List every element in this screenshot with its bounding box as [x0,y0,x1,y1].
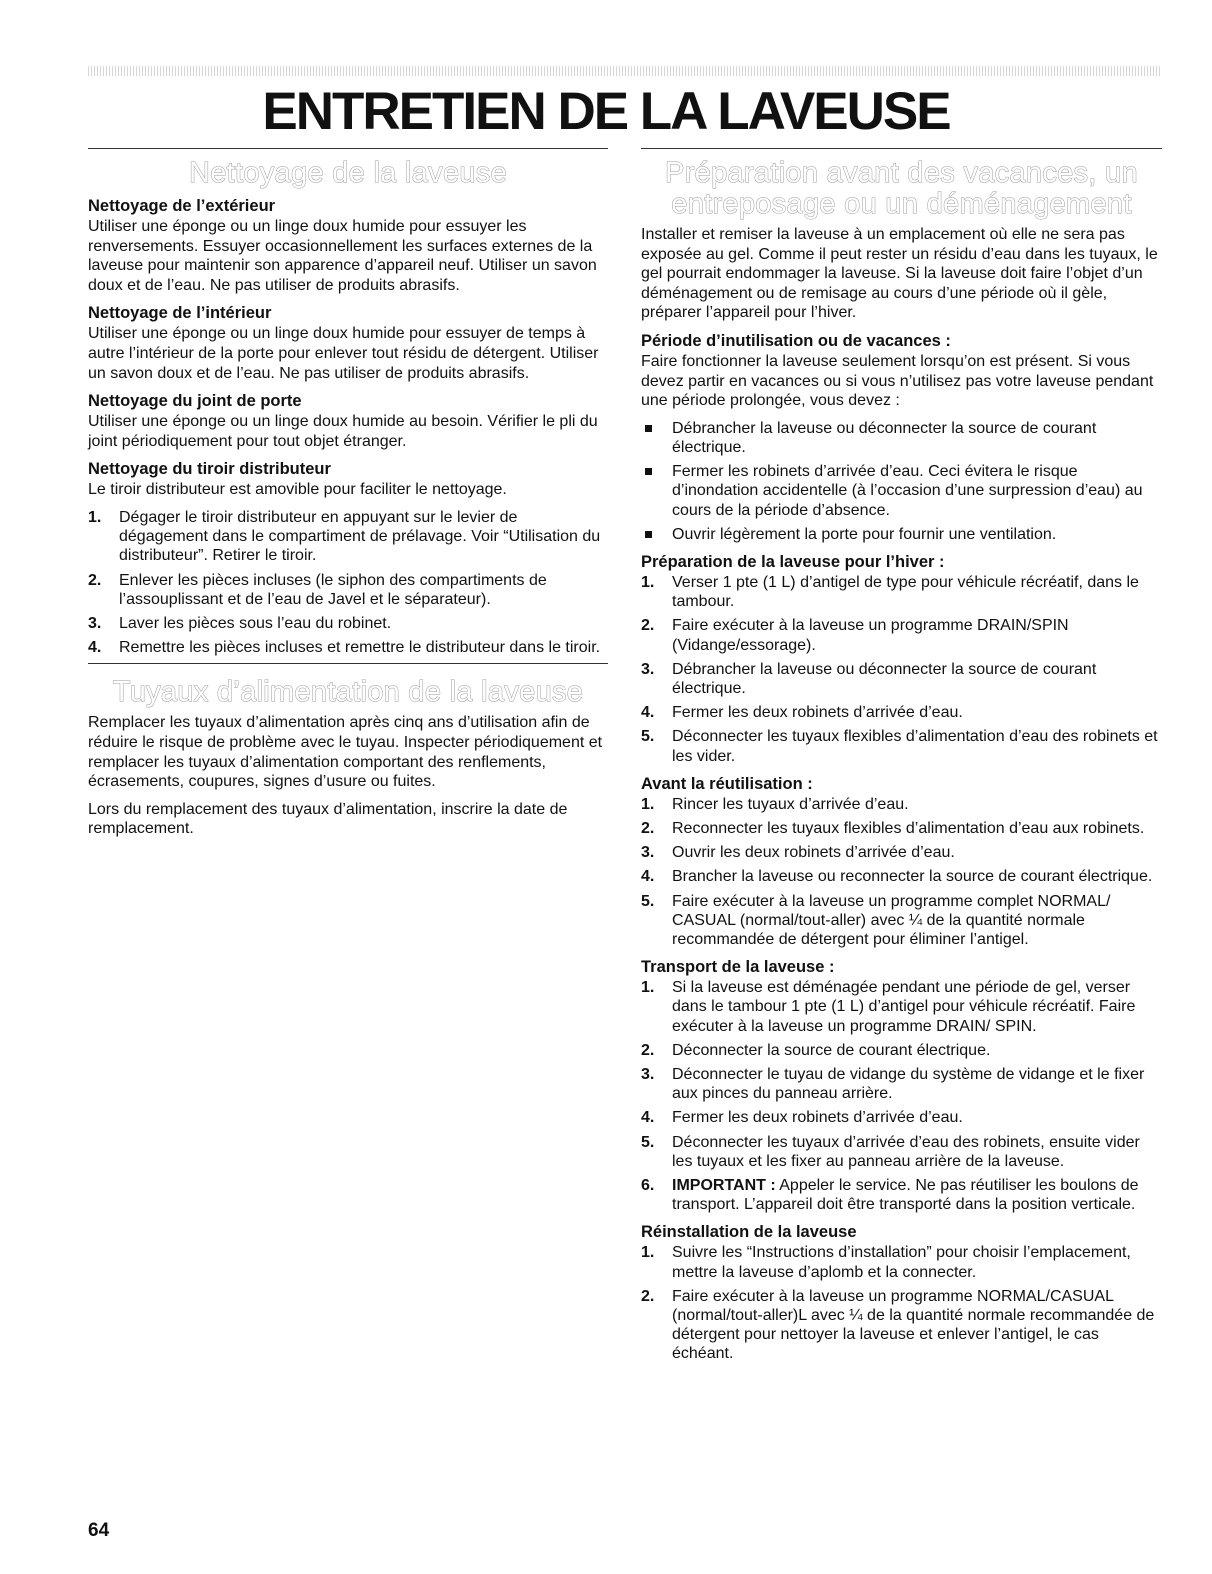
important-label: IMPORTANT : [672,1177,776,1195]
heading-reinstall: Réinstallation de la laveuse [641,1223,857,1242]
step-text: Enlever les pièces incluses (le siphon des compartiments de l’assouplissant et de l’eau de Javel et le séparateur). [119,571,547,608]
section-title-storage-line2: entreposage ou un déménagement [671,188,1132,220]
page-title: ENTRETIEN DE LA LAVEUSE [262,82,950,141]
list-item [88,614,608,633]
bullet-text: Débrancher la laveuse ou déconnecter la source de courant électrique. [672,419,1097,456]
step-text: Reconnecter les tuyaux flexibles d’alimentation d’eau aux robinets. [672,820,1145,837]
transport-steps [641,978,1162,1214]
step-number: 1. [641,1244,655,1262]
dispenser-steps [88,508,608,657]
list-item [641,867,1162,886]
text-hoses-1: Remplacer les tuyaux d’alimentation après cinq ans d’utilisation afin de réduire le risque de problème avec le tuyau. Inspecter périodiquement et remplacer les tuyaux d’alimentation comportant des renflements, écrasements, coupures, signes d’usure ou fuites. [88,714,603,791]
list-item [641,795,1162,814]
list-item [641,819,1162,838]
step-number: 1. [88,508,102,526]
text-vacation: Faire fonctionner la laveuse seulement lorsqu’on est présent. Si vous devez partir en vacances ou si vous n’utilisez pas votre laveuse pendant une période prolongée, vous devez : [641,352,1154,410]
step-text: Faire exécuter à la laveuse un programme DRAIN/SPIN (Vidange/essorage). [672,617,1069,654]
bullet-square-icon [645,531,652,538]
step-text: Déconnecter la source de courant électrique. [672,1041,991,1059]
step-number: 3. [641,1066,655,1084]
step-text: Débrancher la laveuse ou déconnecter la source de courant électrique. [672,660,1097,697]
step-text: Ouvrir les deux robinets d’arrivée d’eau. [672,844,955,862]
step-text: Déconnecter les tuyaux flexibles d’alimentation d’eau des robinets et les vider. [672,728,1158,765]
winter-steps [641,573,1162,766]
step-number: 1. [641,573,655,591]
step-number: 3. [641,844,655,862]
step-text: Laver les pièces sous l’eau du robinet. [119,614,392,632]
step-number: 4. [641,1109,655,1127]
text-storage-intro: Installer et remiser la laveuse à un emplacement où elle ne sera pas exposée au gel. Comme il peut rester un résidu d’eau dans les tuyaux, le gel pourrait endommager la laveuse. Si la laveuse doit faire l’objet d’un déménagement ou de remisage au cours d’une période où il gèle, préparer l’appareil pour l’hiver. [641,226,1158,322]
step-text: Remettre les pièces incluses et remettre le distributeur dans le tiroir. [119,639,601,657]
text-interior: Utiliser une éponge ou un linge doux humide pour essuyer de temps à autre l’intérieur de la porte pour enlever tout résidu de détergent. Utiliser un savon doux et de l’eau. Ne pas utiliser de produits abrasifs. [88,325,599,382]
list-item [88,571,608,609]
step-number: 1. [641,979,655,997]
step-text: Si la laveuse est déménagée pendant une période de gel, verser dans le tambour 1 pte (1 L) d’antigel pour véhicule récréatif. Faire exécuter à la laveuse un programme DRAIN/ SPIN. [672,979,1136,1035]
step-text: Suivre les “Instructions d’installation” pour choisir l’emplacement, mettre la laveuse d’aplomb et la connecter. [672,1244,1131,1281]
bullet-square-icon [645,425,652,432]
step-number: 2. [641,617,655,635]
step-number: 5. [641,728,655,746]
section-title-hoses: Tuyaux d’alimentation de la laveuse [112,676,584,709]
top-decorative-band [88,66,1162,76]
list-item [641,525,1162,544]
step-text: Déconnecter les tuyaux d’arrivée d’eau des robinets, ensuite vider les tuyaux et les fixer au panneau arrière de la laveuse. [672,1133,1140,1170]
bullet-text: Fermer les robinets d’arrivée d’eau. Ceci évitera le risque d’inondation accidentelle (à l’occasion d’une surpression d’eau) au cours de la période d’absence. [672,463,1143,519]
list-item [641,1133,1162,1171]
right-column [641,148,1162,1370]
step-number: 5. [641,892,655,910]
step-number: 2. [641,820,655,837]
section-title-cleaning: Nettoyage de la laveuse [188,157,508,189]
list-item [88,508,608,566]
list-item [641,1041,1162,1060]
text-hoses-2: Lors du remplacement des tuyaux d’alimentation, inscrire la date de remplacement. [88,800,568,838]
reinstall-steps [641,1243,1162,1363]
list-item [641,660,1162,698]
step-text: Verser 1 pte (1 L) d’antigel de type pour véhicule récréatif, dans le tambour. [672,573,1139,611]
list-item [641,616,1162,654]
text-dispenser-intro: Le tiroir distributeur est amovible pour faciliter le nettoyage. [88,481,507,499]
list-item [641,892,1162,950]
bullet-square-icon [645,468,652,475]
bullet-text: Ouvrir légèrement la porte pour fournir une ventilation. [672,525,1057,543]
section-title-storage-line1: Préparation avant des vacances, un [665,157,1138,189]
step-text: Dégager le tiroir distributeur en appuyant sur le levier de dégagement dans le compartiment de prélavage. Voir “Utilisation du distributeur”. Retirer le tiroir. [119,508,601,565]
section-divider [88,148,608,149]
section-divider [641,148,1162,149]
heading-door-seal: Nettoyage du joint de porte [88,392,302,411]
step-number: 3. [88,614,102,632]
heading-transport: Transport de la laveuse : [641,958,835,977]
step-number: 2. [88,571,102,589]
step-number: 5. [641,1133,655,1151]
list-item [641,1176,1162,1214]
heading-winter: Préparation de la laveuse pour l’hiver : [641,552,945,571]
list-item [641,419,1162,457]
step-number: 2. [641,1287,655,1305]
heading-exterior: Nettoyage de l’extérieur [88,197,276,215]
step-number: 6. [641,1177,655,1195]
left-column [88,148,608,847]
step-number: 3. [641,660,655,678]
heading-vacation: Période d’inutilisation ou de vacances : [641,331,951,350]
step-number: 2. [641,1041,655,1059]
list-item [641,703,1162,722]
list-item [88,638,608,657]
page-number: 64 [88,1520,110,1541]
vacation-bullets [641,419,1162,544]
reuse-steps [641,795,1162,949]
step-text: Faire exécuter à la laveuse un programme complet NORMAL/ CASUAL (normal/tout-aller) avec ¼ de la quantité normale recommandée de détergent pour éliminer l’antigel. [672,892,1111,949]
list-item [641,462,1162,520]
section-divider [88,663,608,664]
step-text: Brancher la laveuse ou reconnecter la source de courant électrique. [672,868,1153,886]
list-item [641,1287,1162,1364]
step-number: 1. [641,795,655,813]
step-number: 4. [88,639,102,657]
step-text: Déconnecter le tuyau de vidange du système de vidange et le fixer aux pinces du panneau arrière. [672,1066,1145,1103]
text-exterior: Utiliser une éponge ou un linge doux humide pour essuyer les renversements. Essuyer occasionnellement les surfaces externes de la laveuse pour maintenir son apparence d’appareil neuf. Utiliser un savon doux et de l’eau. Ne pas utiliser de produits abrasifs. [88,218,597,294]
heading-reuse: Avant la réutilisation : [641,774,813,793]
list-item [641,1065,1162,1103]
step-text: Fermer les deux robinets d’arrivée d’eau. [672,704,963,722]
text-door-seal: Utiliser une éponge ou un linge doux humide au besoin. Vérifier le pli du joint périodiquement pour tout objet étranger. [88,413,598,450]
heading-dispenser: Nettoyage du tiroir distributeur [88,460,331,479]
step-number: 4. [641,868,655,886]
list-item [641,1243,1162,1281]
list-item [641,978,1162,1036]
step-text: Fermer les deux robinets d’arrivée d’eau. [672,1109,963,1127]
list-item [641,843,1162,862]
heading-interior: Nettoyage de l’intérieur [88,304,272,323]
step-text: Faire exécuter à la laveuse un programme NORMAL/CASUAL (normal/tout-aller)L avec ¼ de la quantité normale recommandée de détergent pour nettoyer la laveuse et enlever l’antigel, le cas échéant. [672,1287,1155,1363]
list-item [641,573,1162,611]
step-text: Appeler le service. Ne pas réutiliser les boulons de transport. L’appareil doit être transporté dans la position verticale. [672,1177,1139,1214]
list-item [641,727,1162,765]
step-number: 4. [641,704,655,722]
step-text: Rincer les tuyaux d’arrivée d’eau. [672,795,909,813]
list-item [641,1108,1162,1127]
